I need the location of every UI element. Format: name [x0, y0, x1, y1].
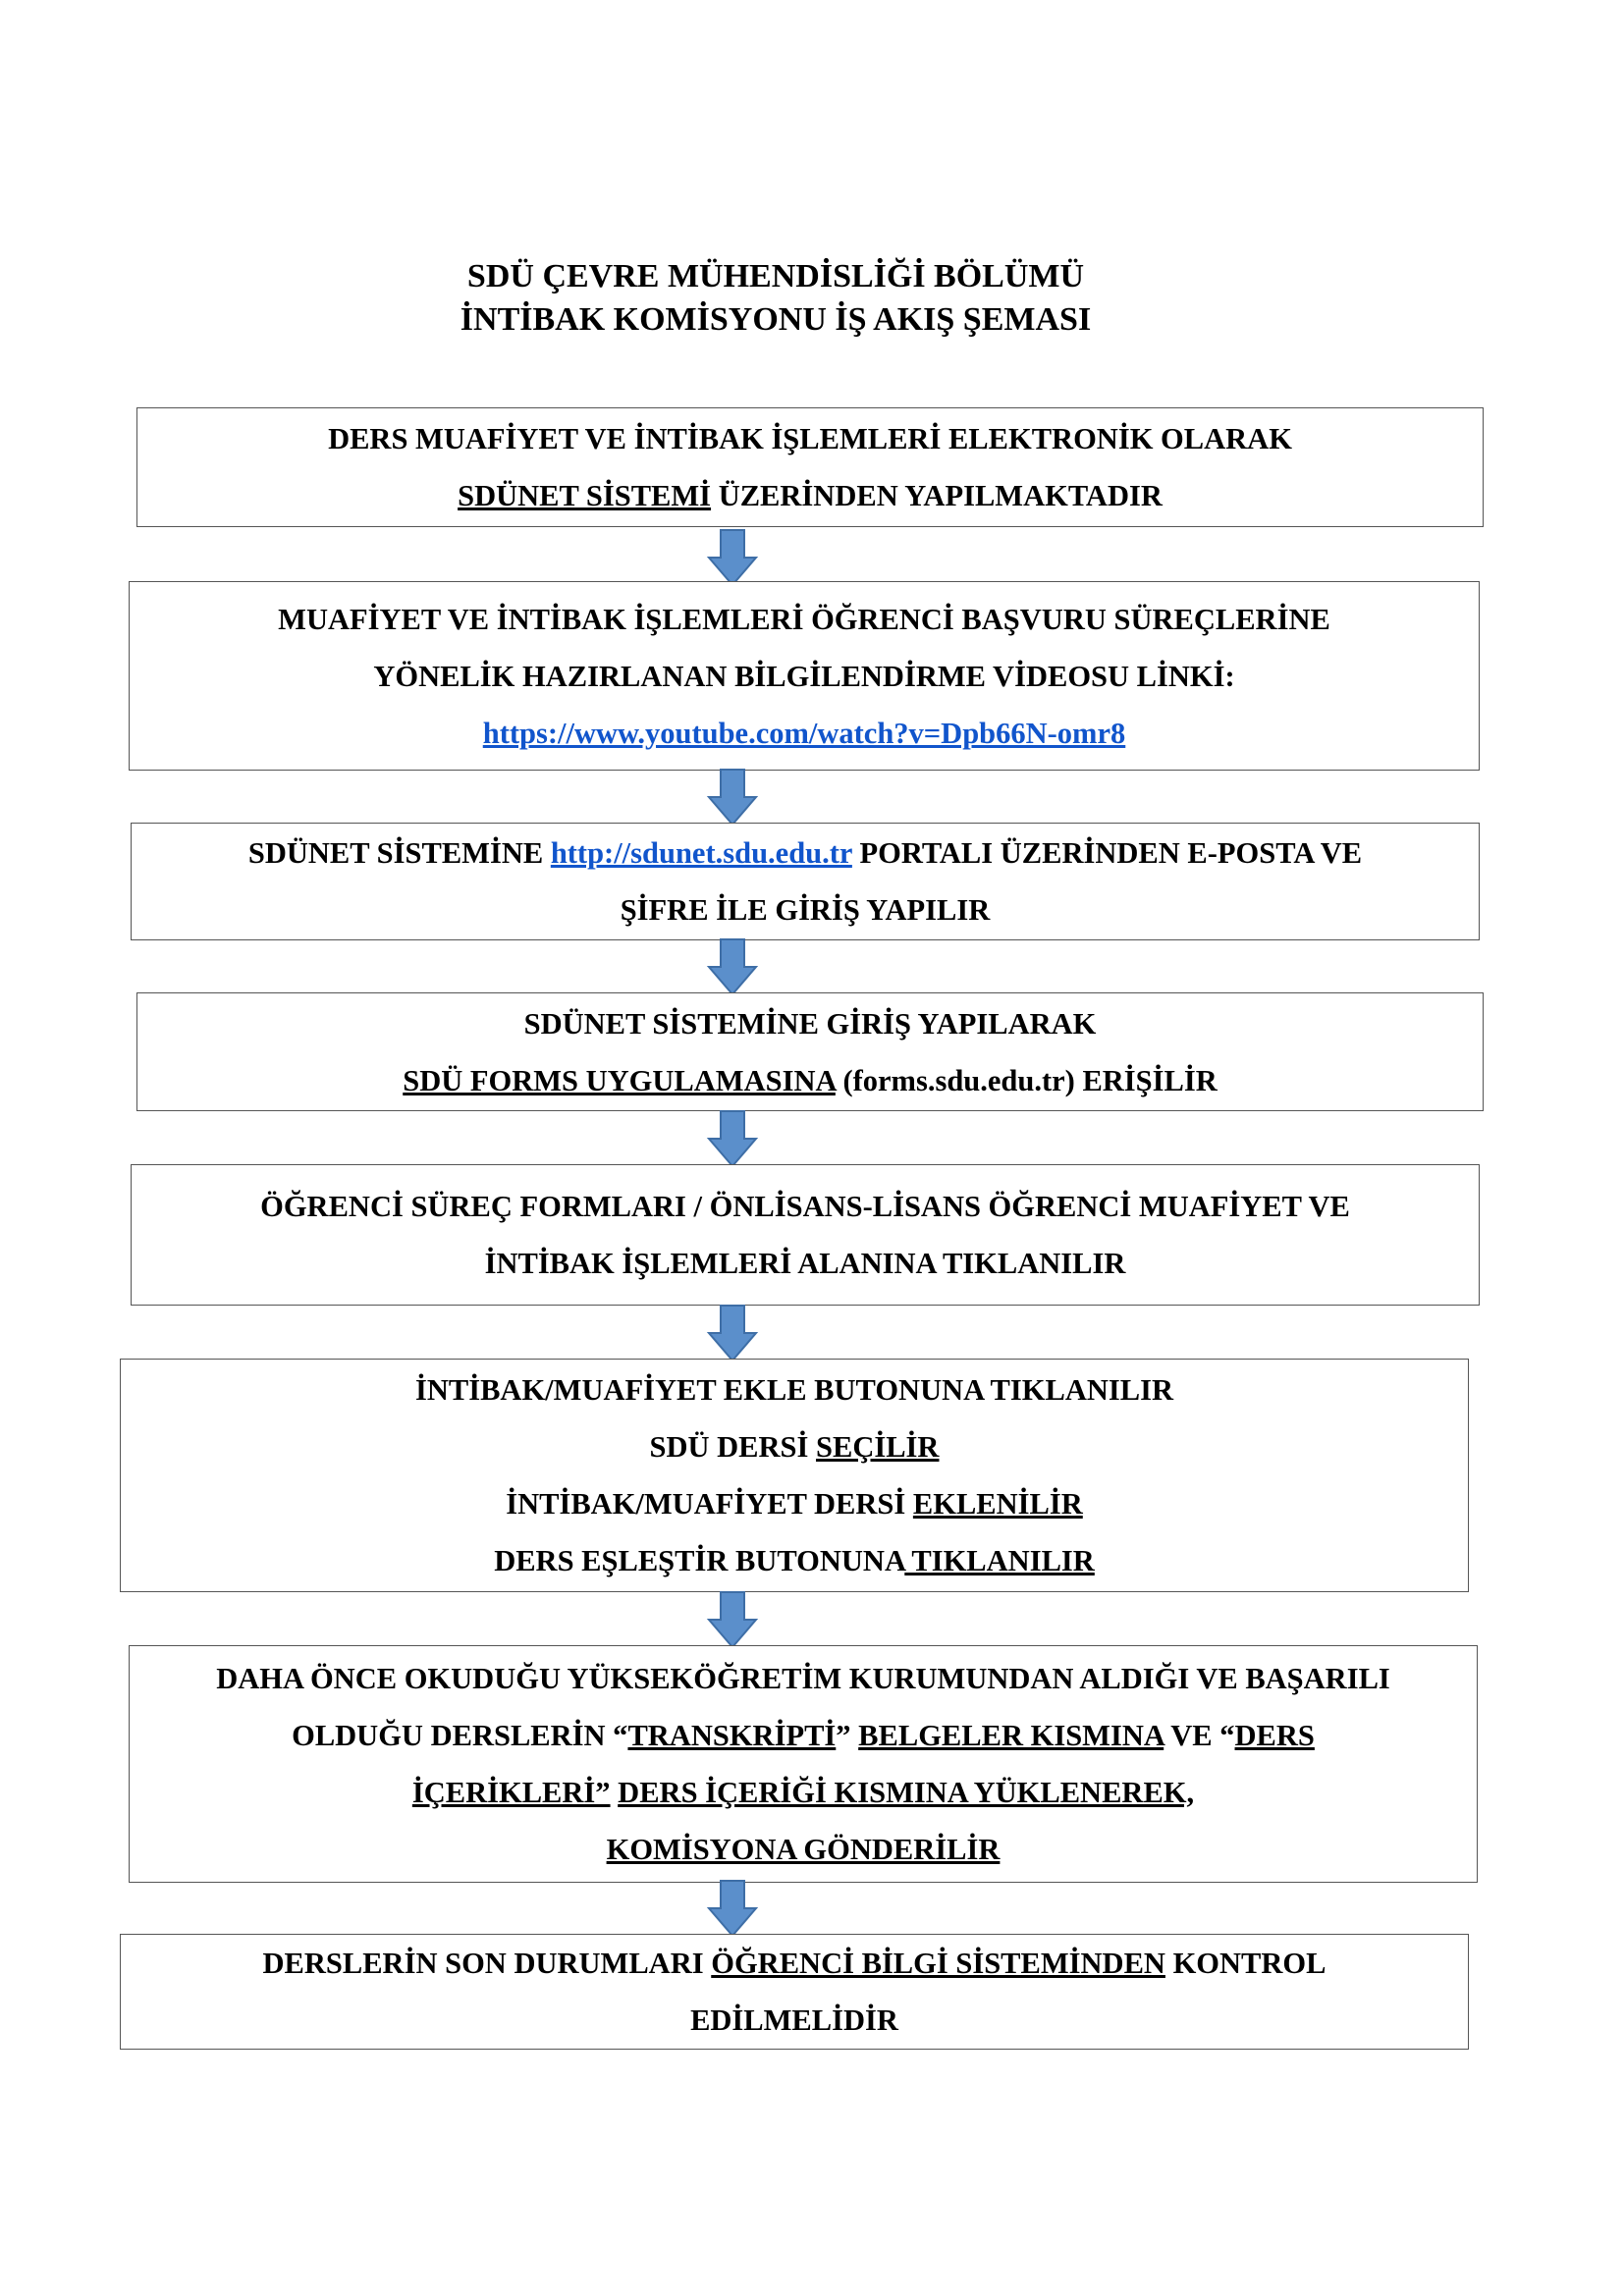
added-text: EKLENİLİR: [912, 1487, 1083, 1521]
step-3-line-1: [132, 825, 1479, 881]
selected-text: SEÇİLİR: [816, 1430, 940, 1464]
documents-section-text: BELGELER KISMINA: [858, 1719, 1164, 1752]
step-8-line-2: EDİLMELİDİR: [690, 2003, 898, 2037]
step-1-line-2: [137, 467, 1483, 524]
step-1-box: [136, 407, 1484, 527]
step-3-box: [131, 823, 1480, 940]
step-3-line-1-post: PORTALI ÜZERİNDEN E-POSTA VE: [851, 836, 1363, 870]
down-arrow-icon: [705, 1109, 760, 1168]
course-content-section-text: DERS İÇERİĞİ KISMINA YÜKLENEREK,: [618, 1776, 1195, 1809]
step-7-line-1: DAHA ÖNCE OKUDUĞU YÜKSEKÖĞRETİM KURUMUNDAN ALDIĞI VE BAŞARILI: [216, 1662, 1390, 1695]
down-arrow-icon: [705, 937, 760, 996]
down-arrow-icon: [705, 768, 760, 827]
step-7-line-4: [130, 1821, 1477, 1878]
step-5-line-2: İNTİBAK İŞLEMLERİ ALANINA TIKLANILIR: [484, 1247, 1126, 1280]
sent-to-commission-text: KOMİSYONA GÖNDERİLİR: [606, 1833, 1001, 1866]
step-7-line-3: [130, 1764, 1477, 1821]
step-4-line-1: SDÜNET SİSTEMİNE GİRİŞ YAPILARAK: [523, 1006, 1097, 1041]
sdunet-system-text: SDÜNET SİSTEMİ: [458, 479, 712, 512]
step-4-line-2-rest: (forms.sdu.edu.tr) ERİŞİLİR: [835, 1063, 1218, 1097]
transcript-text: TRANSKRİPTİ: [627, 1719, 837, 1752]
step-8-box: [120, 1934, 1469, 2050]
step-3-line-2: ŞİFRE İLE GİRİŞ YAPILIR: [620, 893, 991, 927]
step-4-box: [136, 992, 1484, 1111]
step-2-line-2: YÖNELİK HAZIRLANAN BİLGİLENDİRME VİDEOSU LİNKİ:: [373, 659, 1235, 693]
step-3-line-1-pre: SDÜNET SİSTEMİNE: [247, 836, 551, 870]
step-6-line-4: [121, 1532, 1468, 1589]
step-2-box: [129, 581, 1480, 771]
sdu-forms-text: SDÜ FORMS UYGULAMASINA: [403, 1063, 836, 1097]
step-6-line-3: [121, 1475, 1468, 1532]
step-8-line-1-pre: DERSLERİN SON DURUMLARI: [262, 1947, 712, 1980]
step-1-line-1: DERS MUAFİYET VE İNTİBAK İŞLEMLERİ ELEKTRONİK OLARAK: [328, 422, 1292, 455]
sdunet-portal-link[interactable]: http://sdunet.sdu.edu.tr: [550, 836, 852, 870]
student-info-system-text: ÖĞRENCİ BİLGİ SİSTEMİNDEN: [711, 1947, 1165, 1980]
step-6-box: [120, 1359, 1469, 1592]
step-6-line-3-pre: İNTİBAK/MUAFİYET DERSİ: [506, 1487, 913, 1521]
step-6-line-1: İNTİBAK/MUAFİYET EKLE BUTONUNA TIKLANILIR: [414, 1373, 1173, 1407]
step-1-line-2-rest: ÜZERİNDEN YAPILMAKTADIR: [711, 479, 1163, 512]
step-2-line-3: [130, 705, 1479, 762]
step-2-line-1: MUAFİYET VE İNTİBAK İŞLEMLERİ ÖĞRENCİ BAŞVURU SÜREÇLERİNE: [278, 602, 1330, 636]
clicked-text: TIKLANILIR: [904, 1544, 1095, 1577]
step-8-line-1-post: KONTROL: [1164, 1947, 1326, 1980]
course-text: DERS: [1234, 1719, 1315, 1752]
step-6-line-4-pre: DERS EŞLEŞTİR BUTONUNA: [494, 1544, 905, 1577]
down-arrow-icon: [705, 1590, 760, 1649]
down-arrow-icon: [705, 528, 760, 587]
step-6-line-2: [121, 1418, 1468, 1475]
step-5-box: [131, 1164, 1480, 1306]
down-arrow-icon: [705, 1304, 760, 1362]
contents-text: İÇERİKLERİ”: [411, 1776, 611, 1809]
step-7-line-2-e: VE “: [1164, 1719, 1235, 1752]
step-7-line-2-c: ”: [836, 1719, 859, 1752]
step-5-line-1: ÖĞRENCİ SÜREÇ FORMLARI / ÖNLİSANS-LİSANS ÖĞRENCİ MUAFİYET VE: [260, 1190, 1350, 1223]
title-line-2: İNTİBAK KOMİSYONU İŞ AKIŞ ŞEMASI: [460, 301, 1092, 338]
down-arrow-icon: [705, 1879, 760, 1938]
step-8-line-1: [121, 1935, 1468, 1992]
step-4-line-2: [137, 1052, 1483, 1109]
step-7-line-2: [130, 1707, 1477, 1764]
title-line-1: SDÜ ÇEVRE MÜHENDİSLİĞİ BÖLÜMÜ: [466, 258, 1085, 294]
step-6-line-2-pre: SDÜ DERSİ: [649, 1430, 817, 1464]
step-7-line-2-a: OLDUĞU DERSLERİN “: [292, 1719, 628, 1752]
youtube-video-link[interactable]: https://www.youtube.com/watch?v=Dpb66N-omr8: [482, 716, 1126, 750]
step-7-box: [129, 1645, 1478, 1883]
page-title: [0, 255, 1551, 342]
